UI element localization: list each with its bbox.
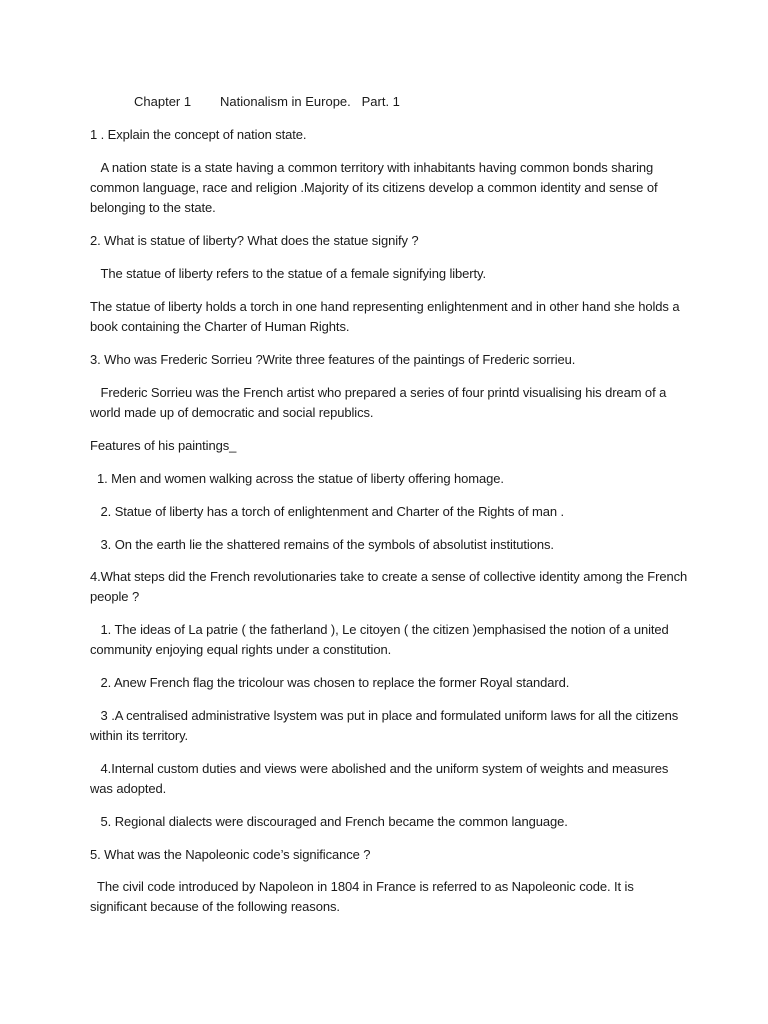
question-2: 2. What is statue of liberty? What does the statue signify ? <box>90 233 419 248</box>
feature-item-1: 1. Men and women walking across the statue of liberty offering homage. <box>90 471 504 486</box>
question-4: 4.What steps did the French revolutionaries take to create a sense of collective identity among the French people ? <box>90 569 691 604</box>
feature-item-3: 3. On the earth lie the shattered remains of the symbols of absolutist institutions. <box>90 537 554 552</box>
answer-2a: The statue of liberty refers to the statue of a female signifying liberty. <box>90 266 486 281</box>
feature-item-2: 2. Statue of liberty has a torch of enlightenment and Charter of the Rights of man . <box>90 504 565 519</box>
answer-3: Frederic Sorrieu was the French artist who prepared a series of four printd visualising his dream of a world made up of democratic and social republics. <box>90 385 670 420</box>
question-3: 3. Who was Frederic Sorrieu ?Write three features of the paintings of Frederic sorrieu. <box>90 352 576 367</box>
answer-4-item-4: 4.Internal custom duties and views were abolished and the uniform system of weights and measures was adopted. <box>90 761 672 796</box>
page-title: Chapter 1 Nationalism in Europe. Part. 1 <box>134 94 400 109</box>
question-5: 5. What was the Napoleonic code’s significance ? <box>90 847 371 862</box>
answer-5: The civil code introduced by Napoleon in 1804 in France is referred to as Napoleonic code. It is significant because of the following reasons. <box>90 879 638 914</box>
answer-4-item-2: 2. Anew French flag the tricolour was chosen to replace the former Royal standard. <box>90 675 570 690</box>
answer-1: A nation state is a state having a common territory with inhabitants having common bonds sharing common language, race and religion .Majority of its citizens develop a common identity and sense of belonging to the state. <box>90 160 661 215</box>
features-heading: Features of his paintings_ <box>90 438 237 453</box>
answer-2b: The statue of liberty holds a torch in one hand representing enlightenment and in other hand she holds a book containing the Charter of Human Rights. <box>90 299 683 334</box>
answer-4-item-3: 3 .A centralised administrative lsystem was put in place and formulated uniform laws for all the citizens within its territory. <box>90 708 682 743</box>
question-1: 1 . Explain the concept of nation state. <box>90 127 307 142</box>
answer-4-item-1: 1. The ideas of La patrie ( the fatherland ), Le citoyen ( the citizen )emphasised the notion of a united community enjoying equal rights under a constitution. <box>90 622 673 657</box>
answer-4-item-5: 5. Regional dialects were discouraged and French became the common language. <box>90 814 568 829</box>
